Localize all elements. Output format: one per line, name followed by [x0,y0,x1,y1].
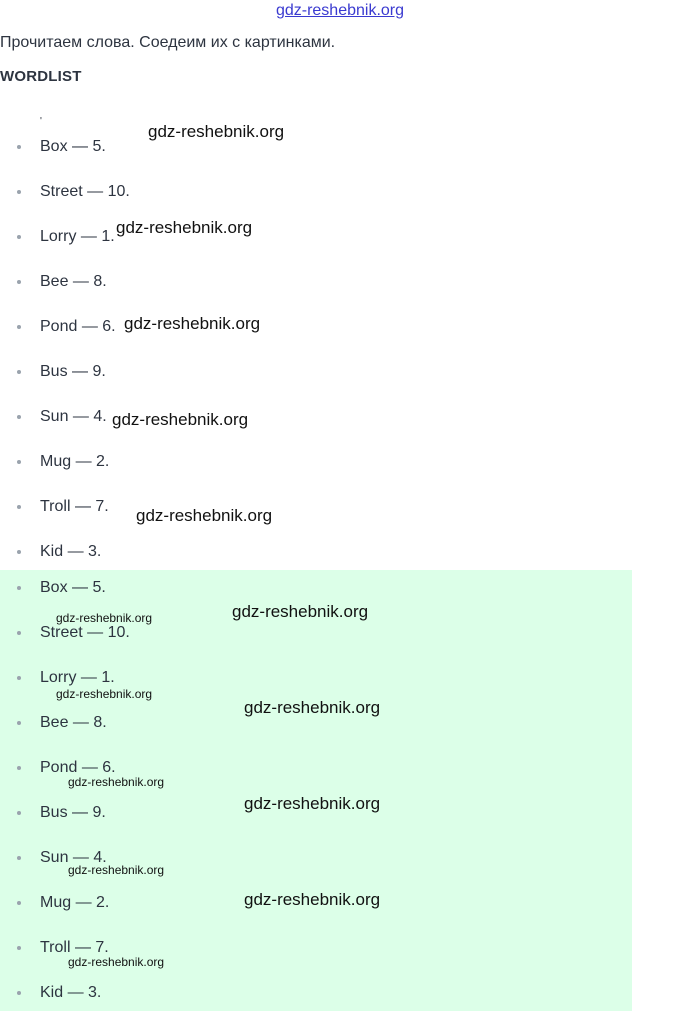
list-item-text: Troll — 7. [40,939,109,956]
bullet-icon [17,280,21,284]
list-item-text: Bus — 9. [40,804,106,821]
bullet-icon [17,856,21,860]
bullet-icon [17,550,21,554]
list-item-text: Troll — 7. [40,498,109,515]
bullet-icon [17,505,21,509]
wordlist-heading: WORDLIST [0,68,82,85]
list-item-text: Pond — 6. [40,318,116,335]
bullet-icon [17,766,21,770]
watermark: gdz-reshebnik.org [124,314,261,333]
list-item-text: Street — 10. [40,624,130,641]
list-item-text: Bus — 9. [40,363,106,380]
list-item-text: Bee — 8. [40,273,107,290]
watermark: gdz-reshebnik.org [68,955,165,969]
watermark: gdz-reshebnik.org [136,506,273,525]
list-item-text: Kid — 3. [40,543,102,560]
instruction-text: Прочитаем слова. Соедеим их с картинками. [0,34,336,51]
watermark: gdz-reshebnik.org [112,410,249,429]
watermark: gdz-reshebnik.org [116,218,253,237]
list-item-text: Pond — 6. [40,759,116,776]
bullet-icon [17,586,21,590]
watermark: gdz-reshebnik.org [232,602,369,621]
list-item-text: Box — 5. [40,138,106,155]
list-item-text: Box — 5. [40,579,106,596]
site-url[interactable]: gdz-reshebnik.org [275,2,405,19]
watermark: gdz-reshebnik.org [68,863,165,877]
bullet-icon [17,811,21,815]
watermark: gdz-reshebnik.org [148,122,285,141]
bullet-icon [17,190,21,194]
bullet-icon [17,235,21,239]
watermark: gdz-reshebnik.org [56,611,153,625]
bullet-icon [17,145,21,149]
list-item-text: Sun — 4. [40,849,107,866]
watermark: gdz-reshebnik.org [56,687,153,701]
bullet-icon [17,370,21,374]
list-item-text: Lorry — 1. [40,669,115,686]
watermark: gdz-reshebnik.org [244,890,381,909]
bullet-icon [17,631,21,635]
watermark: gdz-reshebnik.org [244,698,381,717]
list-item-text: Mug — 2. [40,894,110,911]
list-item-text: Kid — 3. [40,984,102,1001]
bullet-icon [17,946,21,950]
bullet-icon [17,991,21,995]
watermark: gdz-reshebnik.org [244,794,381,813]
bullet-icon [17,325,21,329]
bullet-icon [17,721,21,725]
list-item-text: Mug — 2. [40,453,110,470]
stray-mark: ' [40,116,42,127]
bullet-icon [17,415,21,419]
watermark: gdz-reshebnik.org [68,775,165,789]
list-item-text: Sun — 4. [40,408,107,425]
list-item-text: Street — 10. [40,183,130,200]
bullet-icon [17,676,21,680]
bullet-icon [17,901,21,905]
list-item-text: Lorry — 1. [40,228,115,245]
bullet-icon [17,460,21,464]
list-item-text: Bee — 8. [40,714,107,731]
